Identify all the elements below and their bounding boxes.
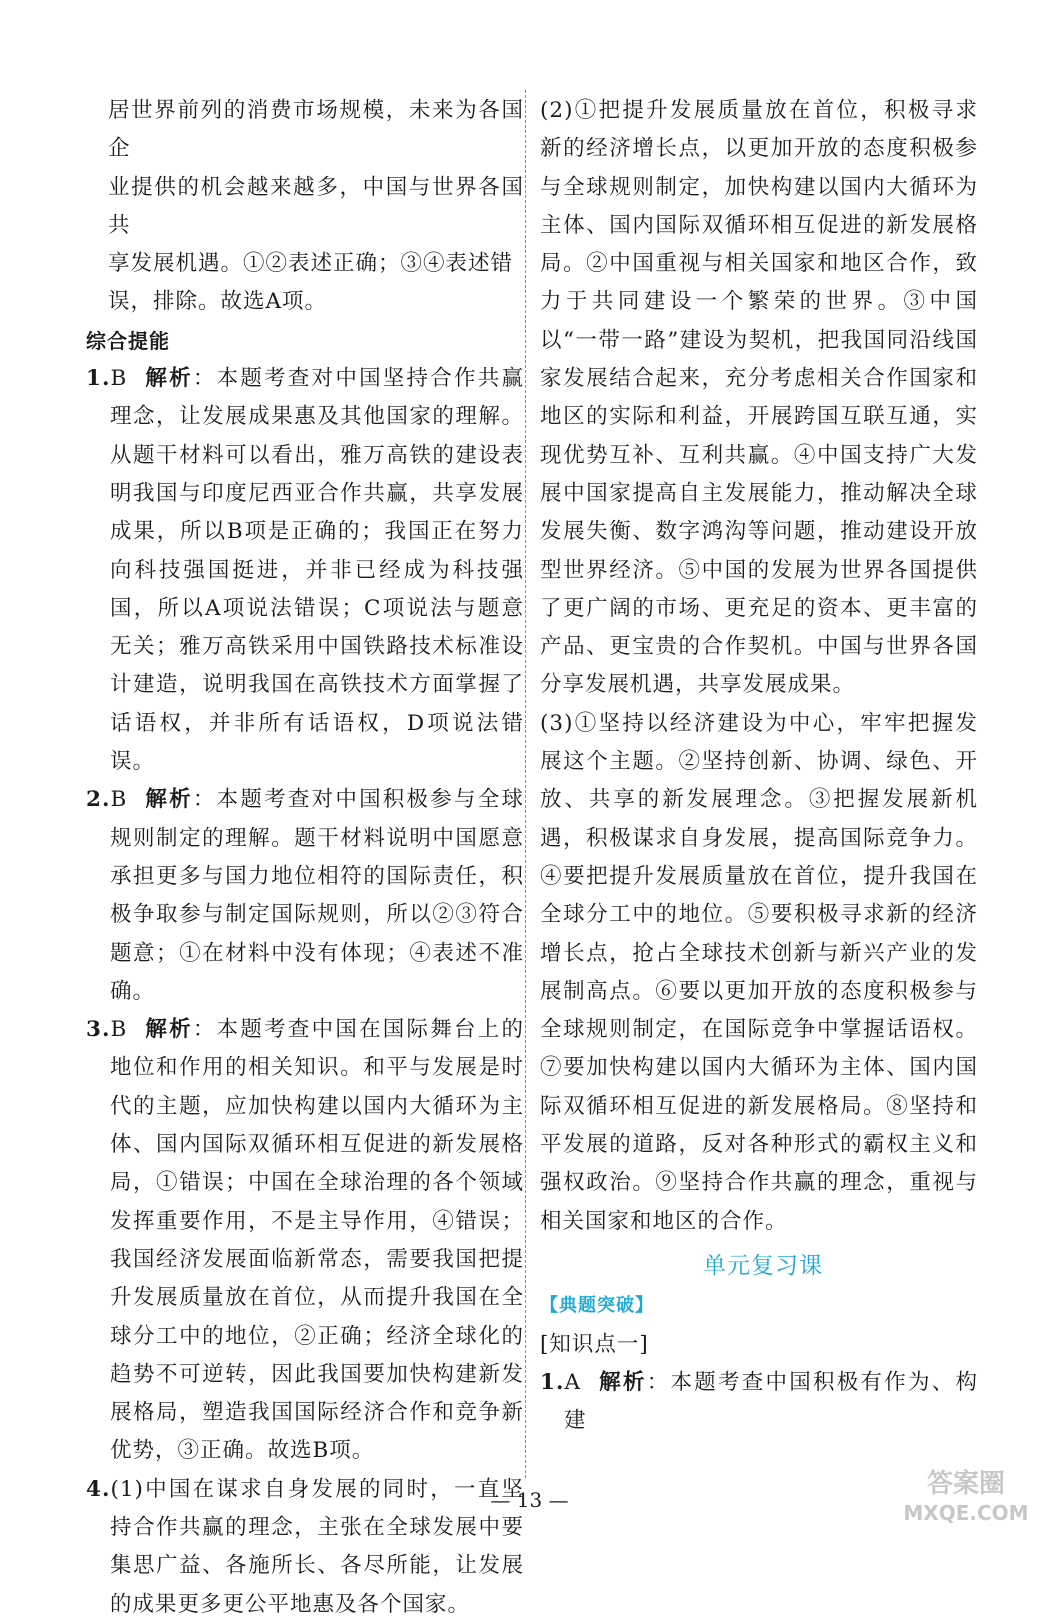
question-2 [86, 781, 524, 1011]
continuation-line-2: 业提供的机会越来越多，中国与世界各国共 [108, 174, 524, 238]
review-question-1 [540, 1364, 978, 1441]
left-column [86, 92, 524, 1624]
watermark-text: 答案圈 [926, 1469, 1006, 1499]
answer-part-3: (3)①坚持以经济建设为中心，牢牢把握发展这个主题。②坚持创新、协调、绿色、开放、共享的新发展理念。③把握发展新机遇，积极谋求自身发展，提高国际竞争力。④要把提升发展质量放在首位，提升我国在全球分工中的地位。⑤要积极寻求新的经济增长点，抢占全球技术创新与新兴产业的发展制高点。⑥要以更加开放的态度积极参与全球规则制定，在国际竞争中掌握话语权。⑦要加快构建以国内大循环为主体、国内国际双循环相互促进的新发展格局。⑧坚持和平发展的道路，反对各种形式的霸权主义和强权政治。⑨坚持合作共赢的理念，重视与相关国家和地区的合作。 [540, 710, 978, 1234]
question-3 [86, 1011, 524, 1471]
column-divider [525, 90, 526, 1478]
analysis-label: 解析 [599, 1369, 647, 1395]
section-tag: 【典题突破】 [540, 1295, 654, 1317]
answer-letter: B [110, 366, 128, 392]
continuation-line-1: 居世界前列的消费市场规模，未来为各国企 [108, 98, 524, 162]
analysis-label: 解析 [145, 1017, 193, 1043]
analysis-text: ：本题考查对中国积极参与全球规则制定的理解。题干材料说明中国愿意承担更多与国力地位相符的国际责任，积极争取参与制定国际规则，所以②③符合题意；①在材料中没有体现；④表述不准确。 [110, 787, 524, 1004]
question-1 [86, 360, 524, 781]
section-heading: 综合提能 [86, 328, 170, 353]
question-number: 4. [86, 1476, 111, 1502]
question-number: 1. [540, 1369, 565, 1395]
analysis-text: ：本题考查中国在国际舞台上的地位和作用的相关知识。和平与发展是时代的主题，应加快构建以国内大循环为主体、国内国际双循环相互促进的新发展格局，①错误；中国在全球治理的各个领域发挥重要作用，不是主导作用，④错误；我国经济发展面临新常态，需要我国把提升发展质量放在首位，从而提升我国在全球分工中的地位，②正确；经济全球化的趋势不可逆转，因此我国要加快构建新发展格局，塑造我国国际经济合作和竞争新优势，③正确。故选B项。 [110, 1017, 524, 1464]
analysis-label: 解析 [145, 366, 193, 392]
answer-part-2: (2)①把提升发展质量放在首位，积极寻求新的经济增长点，以更加开放的态度积极参与全球规则制定，加快构建以国内大循环为主体、国内国际双循环相互促进的新发展格局。②中国重视与相关国家和地区合作，致力于共同建设一个繁荣的世界。③中国以“一带一路”建设为契机，把我国同沿线国家发展结合起来，充分考虑相关合作国家和地区的实际和利益，开展跨国互联互通，实现优势互补、互利共赢。④中国支持广大发展中国家提高自主发展能力，推动解决全球发展失衡、数字鸿沟等问题，推动建设开放型世界经济。⑤中国的发展为世界各国提供了更广阔的市场、更充足的资本、更丰富的产品、更宝贵的合作契机。中国与世界各国分享发展机遇，共享发展成果。 [540, 98, 978, 698]
analysis-text: ：本题考查对中国坚持合作共赢理念，让发展成果惠及其他国家的理解。从题干材料可以看出，雅万高铁的建设表明我国与印度尼西亚合作共赢，共享发展成果，所以B项是正确的；我国正在努力向科技强国挺进，并非已经成为科技强国，所以A项说法错误；C项说法与题意无关；雅万高铁采用中国铁路技术标准设计建造，说明我国在高铁技术方面掌握了话语权，并非所有话语权，D项说法错误。 [110, 366, 524, 775]
answer-part-1: (1)中国在谋求自身发展的同时，一直坚持合作共赢的理念，主张在全球发展中要集思广益、各施所长、各尽所能，让发展的成果更多更公平地惠及各个国家。 [110, 1476, 524, 1617]
question-number: 2. [86, 787, 111, 813]
answer-letter: B [110, 1017, 128, 1043]
answer-letter: B [110, 787, 128, 813]
right-column [540, 92, 978, 1440]
question-number: 3. [86, 1017, 111, 1043]
page-number: — 13 — [490, 1488, 569, 1512]
question-number: 1. [86, 366, 111, 392]
continuation-line-4: 误，排除。故选A项。 [108, 289, 328, 315]
watermark-logo [891, 1462, 1041, 1526]
watermark-domain: MXQE.COM [903, 1501, 1029, 1525]
analysis-label: 解析 [145, 787, 193, 813]
continuation-line-3: 享发展机遇。①②表述正确；③④表述错 [108, 251, 514, 277]
knowledge-point-label: [知识点一] [540, 1331, 649, 1357]
unit-review-title: 单元复习课 [703, 1252, 823, 1279]
answer-letter: A [564, 1369, 581, 1395]
analysis-text: ：本题考查中国积极有作为、构建 [564, 1369, 978, 1434]
